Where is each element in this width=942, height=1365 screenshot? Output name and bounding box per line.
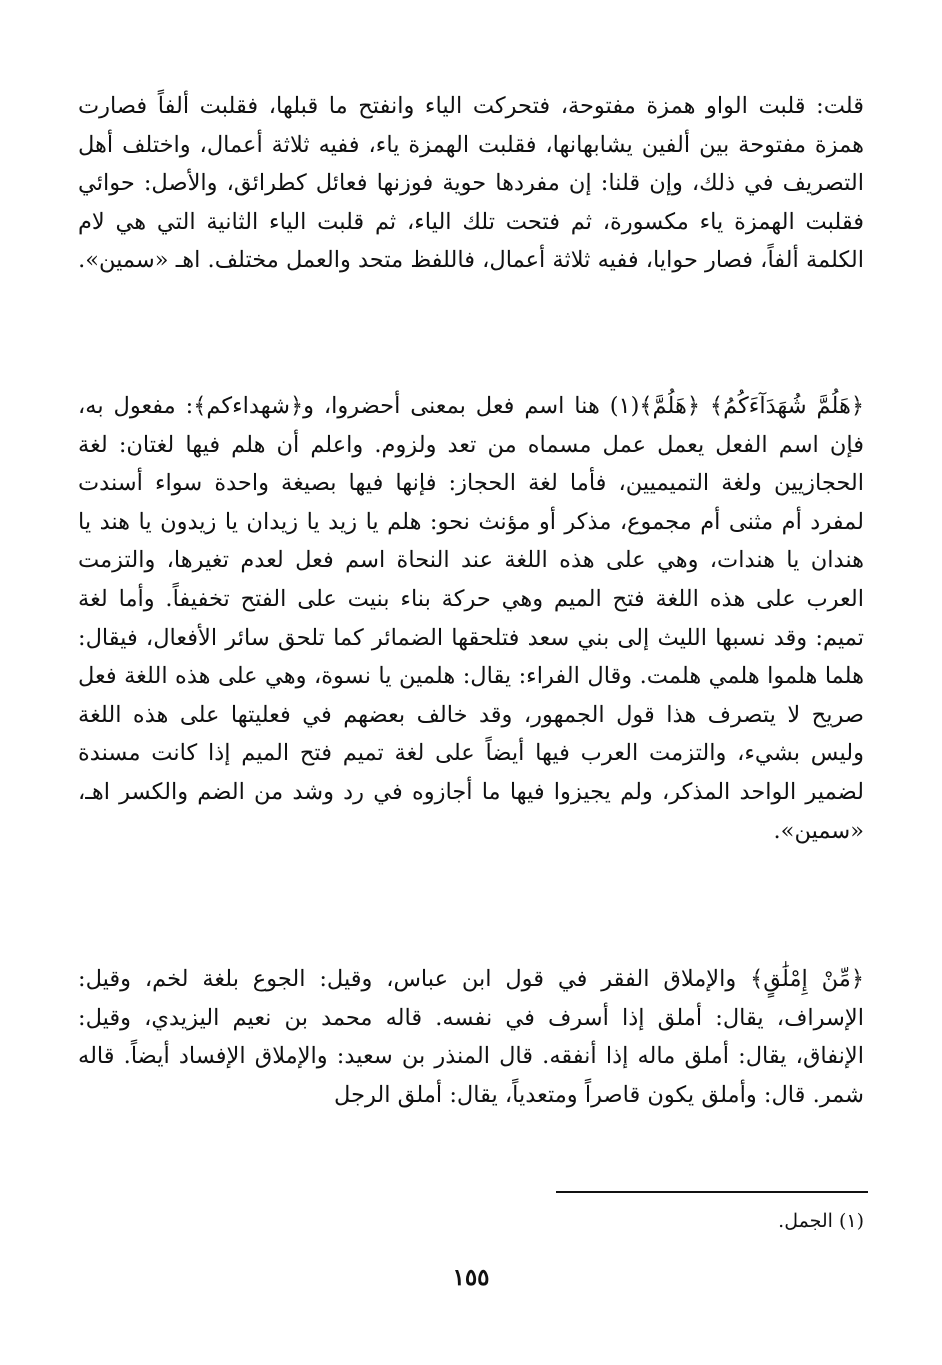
paragraph-imlaq: ﴿مِّنْ إِمْلَٰقٍ﴾ والإملاق الفقر في قول ابن عباس، وقيل: الجوع بلغة لخم، وقيل: الإسراف، يقال: أملق إذا أسرف في نفسه. قاله محمد بن نعيم اليزيدي، وقيل: الإنفاق، يقال: أملق ماله إذا أنفقه. قال المنذر بن سعيد: والإملاق الإفساد أيضاً. قاله شمر. قال: وأملق يكون قاصراً ومتعدياً، يقال: أملق الرجل: [78, 966, 864, 1108]
page-number: ١٥٥: [452, 1264, 490, 1291]
paragraph-halumma: ﴿هَلُمَّ شُهَدَآءَكُمُ﴾ ﴿هَلُمَّ﴾(١) هنا اسم فعل بمعنى أحضروا، و﴿شهداءكم﴾: مفعول به، فإن اسم الفعل يعمل عمل مسماه من تعد ولزوم. واعلم أن هلم فيها لغتان: لغة الحجازيين ولغة التميميين، فأما لغة الحجاز: فإنها فيها بصيغة واحدة سواء أسندت لمفرد أم مثنى أم مجموع، مذكر أو مؤنث نحو: هلم يا زيد يا زيدان يا زيدون يا هند يا هندان يا هندات، وهي على هذه اللغة عند النحاة اسم فعل لعدم تغيرها، والتزمت العرب على هذه اللغة فتح الميم وهي حركة بناء بنيت على الفتح تخفيفاً. وأما لغة تميم: وقد نسبها الليث إلى بني سعد فتلحقها الضمائر كما تلحق سائر الأفعال، فيقال: هلما هلموا هلمي هلمت. وقال الفراء: يقال: هلمين يا نسوة، وهي على هذه اللغة فعل صريح لا يتصرف هذا قول الجمهور، وقد خالف بعضهم في فعليتها على هذه اللغة وليس بشيء، والتزمت العرب فيها أيضاً على لغة تميم فتح الميم إذا كانت مسندة لضمير الواحد المذكر، ولم يجيزوا فيها ما أجازوه في رد وشد من الضم والكسر اهـ، «سمين».: [78, 393, 864, 844]
footnote: (١) الجمل.: [778, 1210, 864, 1232]
footnote-divider: [556, 1191, 868, 1193]
paragraph-hawaya: قلت: قلبت الواو همزة مفتوحة، فتحركت الياء وانفتح ما قبلها، فقلبت ألفاً فصارت همزة مفتوحة بين ألفين يشابهانها، فقلبت الهمزة ياء، ففيه ثلاثة أعمال، واختلف أهل التصريف في ذلك، وإن قلنا: إن مفردها حوية فوزنها فعائل كطرائق، والأصل: حوائي فقلبت الهمزة ياء مكسورة، ثم فتحت تلك الياء، ثم قلبت الياء الثانية التي هي لام الكلمة ألفاً، فصار حوايا، ففيه ثلاثة أعمال، فاللفظ متحد والعمل مختلف. اهـ «سمين».: [78, 93, 864, 274]
